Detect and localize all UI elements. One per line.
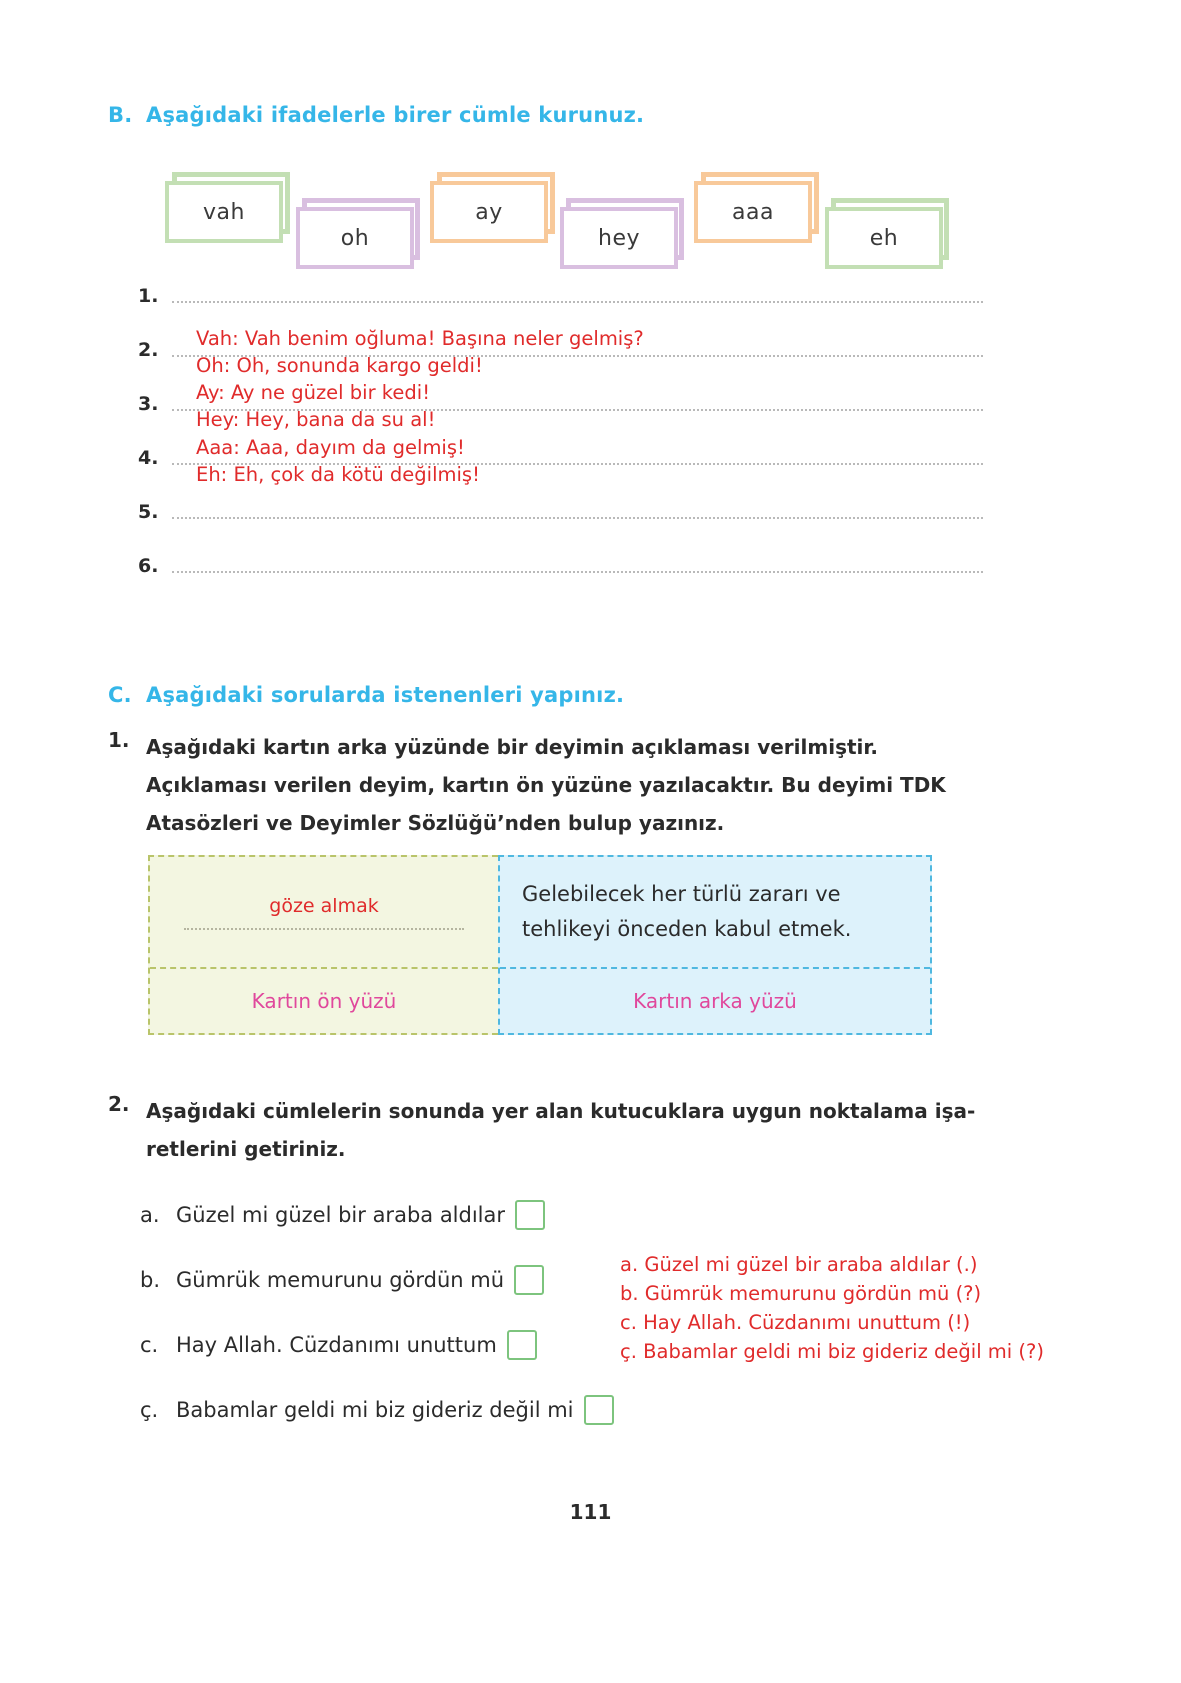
word-box-label: ay: [475, 199, 503, 225]
answer-line-number: 5.: [138, 501, 159, 523]
option-c-checkbox[interactable]: [507, 1330, 537, 1360]
option-c[interactable]: [140, 1330, 537, 1360]
section-b-letter: B.: [108, 103, 133, 127]
word-box-label: eh: [869, 225, 899, 251]
option-a-checkbox[interactable]: [515, 1200, 545, 1230]
answer-line-number: 6.: [138, 555, 159, 577]
section-c-letter: C.: [108, 683, 132, 707]
exercise-c2-answer-ch: ç. Babamlar geldi mi biz gideriz değil mi (?): [620, 1340, 1044, 1363]
word-box-label: aaa: [732, 199, 774, 225]
option-c-sentence: Hay Allah. Cüzdanımı unuttum: [176, 1333, 497, 1357]
answer-line-number: 4.: [138, 447, 159, 469]
card-back-caption: Kartın arka yüzü: [633, 989, 797, 1013]
card-front-answer: göze almak: [269, 894, 379, 917]
answer-line-5[interactable]: [138, 501, 983, 523]
dotted-rule: [172, 300, 983, 303]
option-a-letter: a.: [140, 1203, 160, 1227]
option-ch-checkbox[interactable]: [584, 1395, 614, 1425]
page-number: 111: [569, 1500, 612, 1524]
option-b-letter: b.: [140, 1268, 161, 1292]
option-a[interactable]: [140, 1200, 545, 1230]
word-box-aaa[interactable]: [694, 181, 812, 243]
exercise-b-answer-4: Hey: Hey, bana da su al!: [196, 408, 436, 431]
answer-line-1[interactable]: [138, 285, 983, 307]
exercise-b-answer-2: Oh: Oh, sonunda kargo geldi!: [196, 354, 483, 377]
option-b-checkbox[interactable]: [514, 1265, 544, 1295]
answer-line-number: 2.: [138, 339, 159, 361]
answer-line-number: 1.: [138, 285, 159, 307]
exercise-c2-answer-c: c. Hay Allah. Cüzdanımı unuttum (!): [620, 1311, 971, 1334]
card-front-write-line: [184, 927, 464, 930]
exercise-b-answer-5: Aaa: Aaa, dayım da gelmiş!: [196, 436, 465, 459]
exercise-b-answer-6: Eh: Eh, çok da kötü değilmiş!: [196, 463, 480, 486]
section-b-heading: [108, 103, 644, 127]
word-box-hey[interactable]: [560, 207, 678, 269]
answer-line-6[interactable]: [138, 555, 983, 577]
word-box-vah[interactable]: [165, 181, 283, 243]
option-c-letter: c.: [140, 1333, 159, 1357]
exercise-c2: [108, 1092, 983, 1168]
option-ch-letter: ç.: [140, 1398, 159, 1422]
option-ch[interactable]: [140, 1395, 614, 1425]
exercise-c2-answer-b: b. Gümrük memurunu gördün mü (?): [620, 1282, 982, 1305]
word-box-label: oh: [340, 225, 370, 251]
word-box-eh[interactable]: [825, 207, 943, 269]
dotted-rule: [172, 516, 983, 519]
section-c-title: Aşağıdaki sorularda istenenleri yapınız.: [146, 683, 625, 707]
word-box-ay[interactable]: [430, 181, 548, 243]
word-box-label: vah: [203, 199, 245, 225]
exercise-c2-answer-a: a. Güzel mi güzel bir araba aldılar (.): [620, 1253, 978, 1276]
card-front-caption: Kartın ön yüzü: [251, 989, 397, 1013]
exercise-c2-text: Aşağıdaki cümlelerin sonunda yer alan kutucuklara uygun noktalama işa-retlerini getiriniz.: [146, 1099, 976, 1161]
card-back-caption-cell: [500, 969, 930, 1033]
section-b-title: Aşağıdaki ifadelerle birer cümle kurunuz.: [146, 103, 645, 127]
option-ch-sentence: Babamlar geldi mi biz gideriz değil mi: [176, 1398, 574, 1422]
word-box-label: hey: [598, 225, 640, 251]
exercise-c1-number: 1.: [108, 728, 130, 752]
option-a-sentence: Güzel mi güzel bir araba aldılar: [176, 1203, 506, 1227]
card-front-answer-cell[interactable]: [150, 857, 498, 969]
option-b[interactable]: [140, 1265, 544, 1295]
exercise-b-answer-1: Vah: Vah benim oğluma! Başına neler gelmiş?: [196, 327, 644, 350]
card-table: [148, 855, 932, 1035]
exercise-c1-text: Aşağıdaki kartın arka yüzünde bir deyimin açıklaması verilmiştir. Açıklaması verilen deyim, kartın ön yüzüne yazılacaktır. Bu deyimi TDK Atasözleri ve Deyimler Sözlüğü’nden bulup yazınız.: [146, 735, 946, 835]
answer-line-number: 3.: [138, 393, 159, 415]
card-front-caption-cell: [150, 969, 498, 1033]
word-box-oh[interactable]: [296, 207, 414, 269]
section-c-heading: [108, 683, 624, 707]
exercise-c2-number: 2.: [108, 1092, 130, 1116]
card-back-text-cell: [500, 857, 930, 969]
exercise-c1: [108, 728, 983, 842]
card-back-column: [498, 855, 932, 1035]
option-b-sentence: Gümrük memurunu gördün mü: [176, 1268, 505, 1292]
card-front-column: [148, 855, 498, 1035]
card-back-text: Gelebilecek her türlü zararı ve tehlikeyi önceden kabul etmek.: [522, 882, 852, 941]
dotted-rule: [172, 570, 983, 573]
exercise-b-answer-3: Ay: Ay ne güzel bir kedi!: [196, 381, 431, 404]
